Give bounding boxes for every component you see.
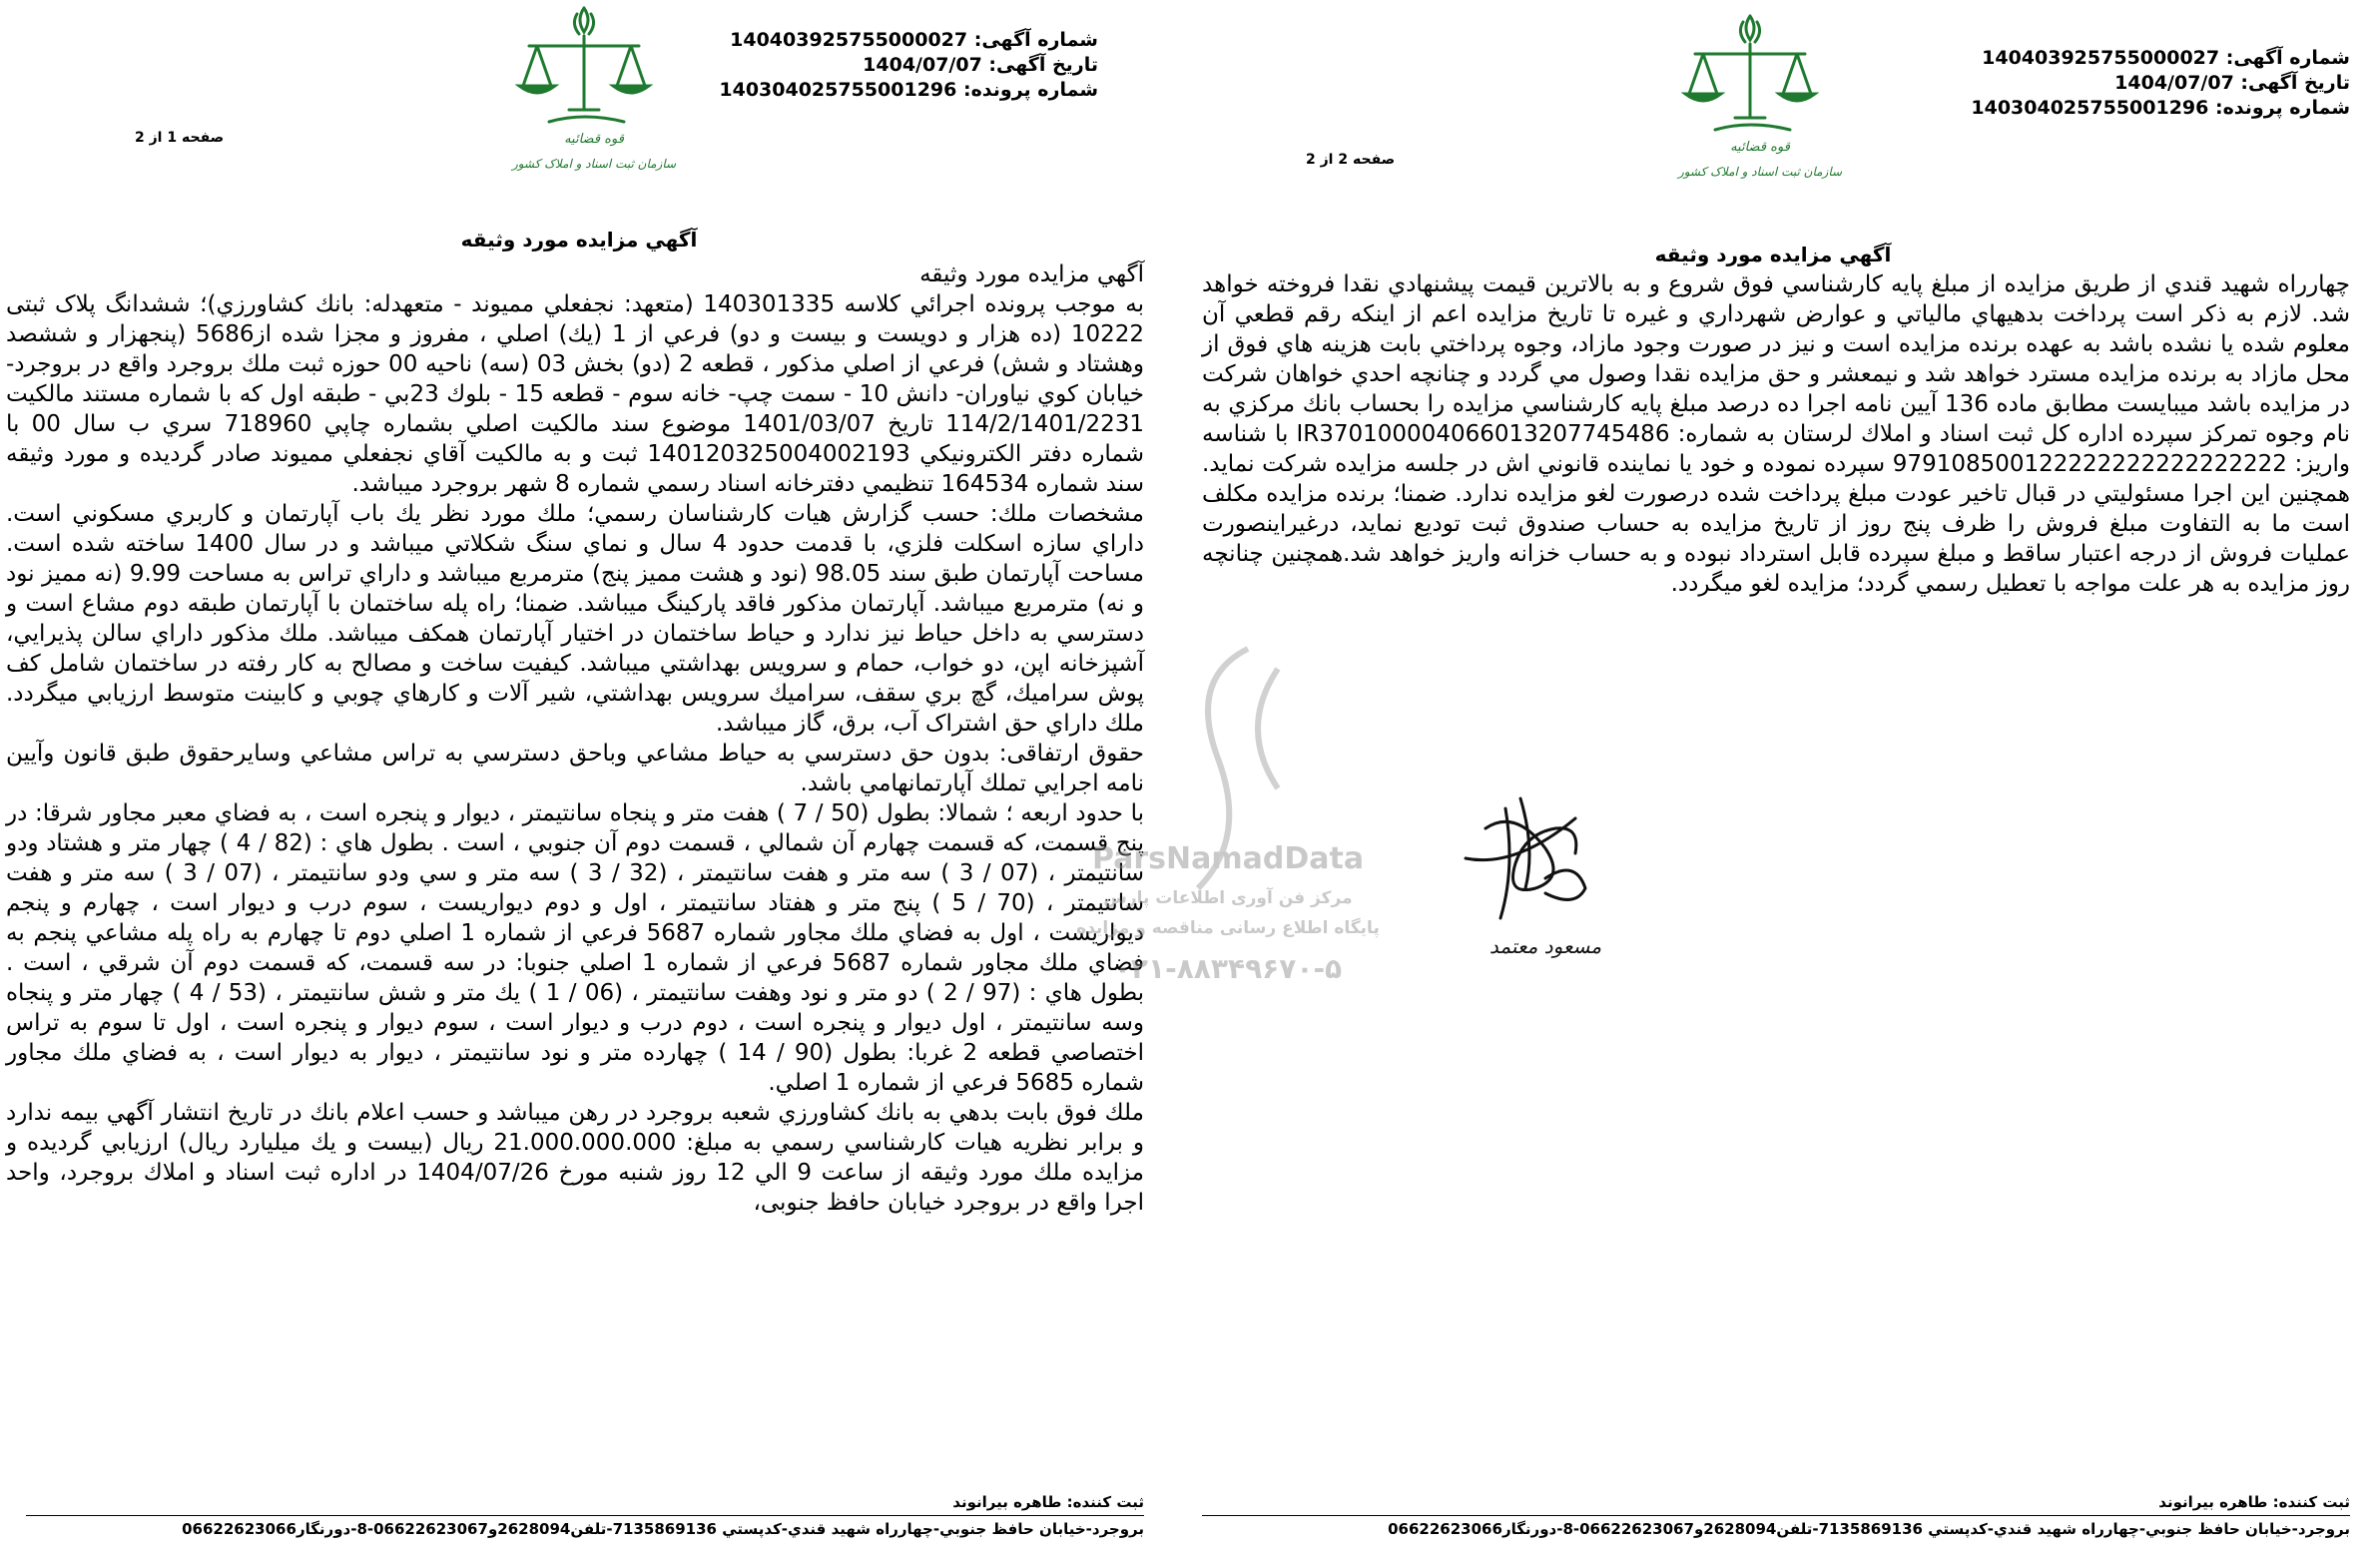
- watermark-site: ParsNamadData: [1091, 841, 1365, 876]
- page-number: صفحه 2 از 2: [1306, 152, 1396, 168]
- document-page-1: [0, 0, 1158, 1556]
- signature-text: مسعود معتمد: [1488, 934, 1602, 958]
- emblem-org-line2: سازمان ثبت اسناد و املاک کشور: [1677, 165, 1843, 179]
- registrar: [645, 1493, 1144, 1511]
- parsnamad-watermark: [1076, 609, 1380, 1028]
- registrar: [1851, 1493, 2350, 1511]
- case-number-row: [1931, 96, 2350, 121]
- announcement-date-label: تاریخ آگهی:: [988, 54, 1098, 76]
- footer-divider: [1202, 1515, 2350, 1516]
- paragraph: مشخصات ملك: حسب گزارش هيات كارشناسان رسمي؛ ملك مورد نظر يك باب آپارتمان و كاربري مسكوني است. داراي سازه اسكلت فلزي، با قدمت حدود 4 سال و نماي سنگ شكلاتي ميباشد و در سال 1400 ساخته شده است. مساحت آپارتمان طبق سند 98.05 (نود و هشت مميز پنج) مترمربع ميباشد و داراي تراس به مساحت 9.99 (نه مميز نود و نه) مترمربع ميباشد. آپارتمان مذكور فاقد پاركينگ ميباشد. ضمنا؛ راه پله ساختمان با آپارتمان طبقه دوم مشاع است و دسترسي به داخل حياط نيز ندارد و حياط ساختمان در اختيار آپارتمان همكف ميباشد. ملك مذكور داراي سالن پذيرايي، آشپزخانه اپن، دو خواب، حمام و سرويس بهداشتي ميباشد. كيفيت ساخت و مصالح به كار رفته در ساختمان شامل كف پوش سراميك، گچ بري سقف، سراميك سرويس بهداشتي، شير آلات و كارهاي چوبي و كابينت متوسط ارزيابي ميگردد. ملك داراي حق اشتراک آب، برق، گاز ميباشد.: [6, 501, 1145, 737]
- case-number-label: شماره پرونده:: [962, 79, 1098, 101]
- watermark-line1: مرکز فن آوری اطلاعات پارس: [1103, 888, 1353, 908]
- registrar-label: ثبت كننده:: [1066, 1493, 1144, 1511]
- page-number: صفحه 1 از 2: [135, 130, 225, 146]
- registrar-label: ثبت كننده:: [2272, 1493, 2350, 1511]
- case-number-label: شماره پرونده:: [2214, 97, 2350, 119]
- paragraph: حقوق ارتفاقی: بدون حق دسترسي به حياط مشاعي وباحق دسترسي به تراس مشاعي وسايرحقوق طبق قانون وآيين نامه اجرايي تملك آپارتمانهامي باشد.: [6, 741, 1144, 796]
- body-text: [1202, 269, 2350, 599]
- paragraph: ملك فوق بابت بدهي به بانك كشاورزي شعبه بروجرد در رهن ميباشد و حسب اعلام بانك در تاريخ انتشار آگهي بيمه ندارد و برابر نظريه هيات كارشناسي رسمي به مبلغ: 21.000.000.000 ريال (بيست و يك ميليارد ريال) ارزيابي گرديده و مزايده ملك مورد وثيقه از ساعت 9 الي 12 روز شنبه مورخ 1404/07/26 در اداره ثبت اسناد و املاك بروجرد، واحد اجرا واقع در بروجرد خيابان حافظ جنوبی،: [6, 1100, 1144, 1216]
- judiciary-emblem-logo: [1655, 8, 1865, 188]
- paragraph: به موجب پرونده اجرائي كلاسه 140301335 (متعهد: نجفعلي مميوند - متعهدله: بانك كشاورزي)؛ ششدانگ پلاک ثبتی 10222 (ده هزار و دويست و بيست و دو) فرعي از 1 (يك) اصلي ، مفروز و مجزا شده از5686 (پنجهزار و ششصد وهشتاد و شش) فرعي از اصلي مذكور ، قطعه 2 (دو) بخش 03 (سه) ناحيه 00 حوزه ثبت ملك بروجرد واقع در بروجرد- خيابان كوي نياوران- دانش 10 - سمت چپ- خانه سوم - قطعه 15 - بلوك 23بي - طبقه اول كه با شماره مستند مالكيت 114/2/1401/2231 تاریخ 1401/03/07 موضوع سند مالكيت اصلي بشماره چاپي 718960 سري ب سال 00 با شماره دفتر الكترونيكي 140120325004002193 ثبت و به مالكيت آقاي نجفعلي مميوند صادر گرديده و مورد وثيقه سند شماره 164534 تنظيمي دفترخانه اسناد رسمي شماره 8 شهر بروجرد ميباشد.: [6, 291, 1145, 497]
- footer-divider: [26, 1515, 1144, 1516]
- watermark-line2: پایگاه اطلاع رسانی مناقصه و مزایده: [1076, 918, 1380, 938]
- footer-address: بروجرد-خيابان حافظ جنوبي-چهارراه شهيد قندي-كدپستي 7135869136-تلفن2628094و06622623067-8-دورنگار06622623066: [1388, 1520, 2350, 1538]
- announcement-number: 140403925755000027: [730, 29, 968, 51]
- announcement-meta: [679, 28, 1098, 103]
- announcement-date-row: [679, 53, 1098, 78]
- case-number: 140304025755001296: [1971, 97, 2209, 119]
- watermark-phone: ۰۲۱-۸۸۳۴۹۶۷۰-۵: [1113, 952, 1343, 985]
- announcement-date: 1404/07/07: [863, 54, 982, 76]
- body-text: [6, 259, 1144, 1218]
- announcement-number-row: [679, 28, 1098, 53]
- announcement-date: 1404/07/07: [2114, 72, 2234, 94]
- registrar-name: طاهره بيرانوند: [2158, 1493, 2268, 1511]
- case-number-row: [679, 78, 1098, 103]
- registrar-name: طاهره بيرانوند: [952, 1493, 1062, 1511]
- page-title: آگهي مزايده مورد وثيقه: [1654, 243, 1892, 266]
- paragraph: آگهي مزايده مورد وثيقه: [919, 261, 1144, 287]
- announcement-number: 140403925755000027: [1982, 47, 2220, 69]
- page-title: آگهي مزايده مورد وثيقه: [460, 228, 698, 252]
- announcement-date-label: تاریخ آگهی:: [2240, 72, 2350, 94]
- emblem-org-line1: قوه قضائیه: [1730, 140, 1790, 155]
- paragraph: با حدود اربعه ؛ شمالا: بطول (50 / 7 ) هفت متر و پنجاه سانتيمتر ، ديوار و پنجره است ، به فضاي معبر مجاور شرقا: در پنج قسمت، كه قسمت چهارم آن شمالي ، قسمت دوم آن جنوبي ، است . بطول هاي : (82 / 4 ) چهار متر و هشتاد ودو سانتيمتر ، (07 / 3 ) سه متر و هفت سانتيمتر ، (32 / 3 ) سه متر و سي ودو سانتيمتر ، (07 / 3 ) سه متر و هفت سانتيمتر ، (70 / 5 ) پنج متر و هفتاد سانتيمتر ، اول و دوم ديواريست ، سوم درب و ديوار است ، چهارم و پنجم ديواريست ، اول به فضاي ملك مجاور شماره 5687 فرعي از شماره 1 اصلي دوم تا چهارم به راه پله مشاعي پنجم به فضاي ملك مجاور شماره 5687 فرعي از شماره 1 اصلي جنوبا: در سه قسمت، كه قسمت دوم آن شرقي ، است . بطول هاي : (97 / 2 ) دو متر و نود وهفت سانتيمتر ، (06 / 1 ) يك متر و شش سانتيمتر ، (53 / 4 ) چهار متر و پنجاه وسه سانتيمتر ، اول ديوار و پنجره است ، دوم درب و ديوار است ، سوم ديوار و پنجره است ، اول تا سوم به تراس اختصاصي قطعه 2 غربا: بطول (90 / 14 ) چهارده متر و نود سانتيمتر ، ديوار به ديوار است ، به فضاي ملك مجاور شماره 5685 فرعي از شماره 1 اصلي.: [6, 800, 1145, 1096]
- judiciary-emblem-logo: [489, 0, 699, 180]
- footer-address: بروجرد-خيابان حافظ جنوبي-چهارراه شهيد قندي-كدپستي 7135869136-تلفن2628094و06622623067-8-دورنگار06622623066: [182, 1520, 1144, 1538]
- case-number: 140304025755001296: [719, 79, 957, 101]
- announcement-date-row: [1931, 71, 2350, 96]
- emblem-org-line1: قوه قضائیه: [564, 132, 624, 147]
- announcement-number-label: شماره آگهی:: [2225, 47, 2350, 69]
- announcement-meta: [1931, 46, 2350, 121]
- paragraph: چهارراه شهيد قندي از طريق مزايده از مبلغ پايه كارشناسي فوق شروع و به بالاترين قيمت پيشنهادي نقدا فروخته خواهد شد. لازم به ذكر است پرداخت بدهيهاي مالياتي و عوارض شهرداري و غيره تا تاريخ مزايده اعم از اينكه رقم قطعي آن معلوم شده يا نشده باشد به عهده برنده مزايده است و نيز در صورت وجود مازاد، وجوه پرداختي بابت هزينه هاي فوق از محل مازاد به برنده مزايده مسترد خواهد شد و نيمعشر و حق مزايده نقدا وصول مي گردد و چنانچه احدي خواهان شركت در مزايده باشد ميبايست مطابق ماده 136 آيين نامه اجرا ده درصد مبلغ پايه كارشناسي مزايده را بحساب بانك مركزي به نام وجوه تمركز سپرده اداره كل ثبت اسناد و املاك لرستان به شماره: IR370100004066013207745486 با شناسه واريز: 979108500122222222222222222 سپرده نموده و خود يا نماينده قانوني اش در جلسه مزايده شركت نمايد. همچنين اين اجرا مسئوليتي در قبال تاخير عودت مبلغ پرداخت شده درصورت لغو مزايده ندارد. ضمنا؛ برنده مزايده مكلف است ما به التفاوت مبلغ فروش را ظرف پنج روز از تاريخ مزايده به حساب صندوق ثبت توديع نمايد، درغيراينصورت عمليات فروش از درجه اعتبار ساقط و مبلغ سپرده قابل استرداد نبوده و به حساب خزانه واريز خواهد شد.همچنين چنانچه روز مزايده به هر علت مواجه با تعطيل رسمي گردد؛ مزايده لغو ميگردد.: [1202, 271, 2351, 597]
- emblem-org-line2: سازمان ثبت اسناد و املاک کشور: [511, 157, 677, 171]
- announcement-number-row: [1931, 46, 2350, 71]
- signature-image: [1446, 769, 1645, 968]
- announcement-number-label: شماره آگهی:: [973, 29, 1098, 51]
